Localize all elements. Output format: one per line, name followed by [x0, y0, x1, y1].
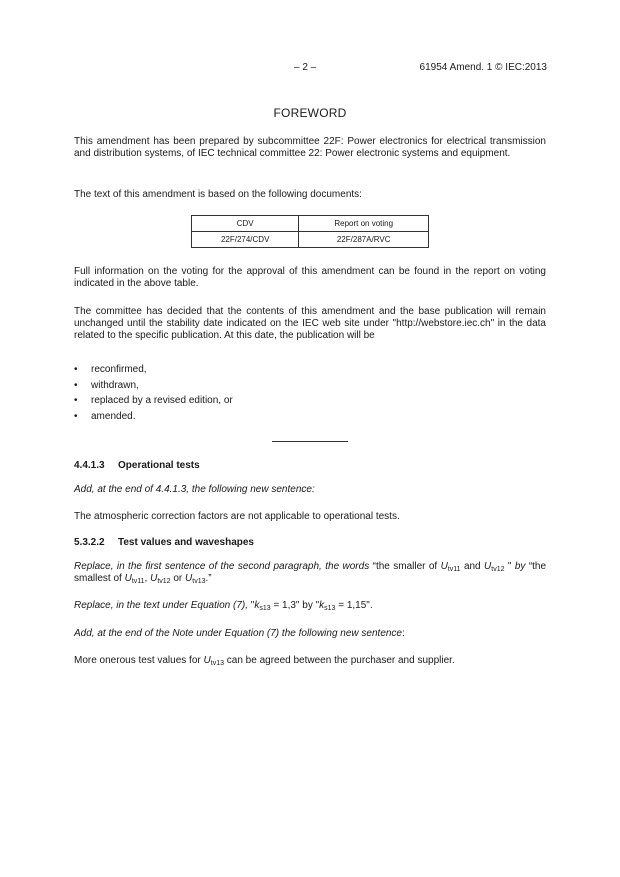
foreword-paragraph-3: Full information on the voting for the approval of this amendment can be found in the report on voting indicated in the above table.	[74, 266, 546, 289]
bullet-icon: •	[74, 379, 78, 391]
bullet-icon: •	[74, 410, 78, 422]
section-title: Operational tests	[118, 460, 200, 471]
table-cell-cdv: 22F/274/CDV	[192, 232, 299, 248]
page-number: – 2 –	[294, 62, 317, 73]
foreword-paragraph-4: The committee has decided that the contents of this amendment and the base publication will remain unchanged until the stability date indicated on the IEC web site under "http://webstore.iec.ch" in the data related to the specific publication. At this date, the publication will be	[74, 306, 546, 341]
voting-documents-table	[191, 215, 429, 248]
amendment-instruction-4413: Add, at the end of 4.4.1.3, the following new sentence:	[74, 484, 315, 495]
table-header-cdv: CDV	[192, 216, 299, 232]
table-header-row	[192, 216, 429, 232]
bullet-icon: •	[74, 364, 78, 375]
section-number: 5.3.2.2	[74, 537, 105, 548]
amendment-text-5322: More onerous test values for $U_{tv13}$ can be agreed between the purchaser and supplier.	[74, 655, 455, 667]
section-heading-5322	[74, 537, 254, 548]
amendment-instruction-5322-p1: Replace, in the first sentence of the second paragraph, the words “the smaller of $U_{tv11}$ and $U_{tv12}$ " by “the smallest of $U_{tv11}$, $U_{tv12}$ or $U_{tv13}$.”	[74, 561, 547, 585]
bullet-icon: •	[74, 395, 78, 406]
section-title: Test values and waveshapes	[118, 537, 254, 548]
section-divider	[272, 441, 348, 442]
section-number: 4.4.1.3	[74, 460, 105, 471]
table-row	[192, 232, 429, 248]
table-cell-rvc: 22F/287A/RVC	[299, 232, 429, 248]
table-header-report: Report on voting	[299, 216, 429, 232]
document-reference: 61954 Amend. 1 © IEC:2013	[419, 62, 547, 73]
list-item: • replaced by a revised edition, or	[74, 395, 233, 406]
foreword-paragraph-2: The text of this amendment is based on the following documents:	[74, 189, 362, 200]
amendment-instruction-5322-p3: Add, at the end of the Note under Equation (7) the following new sentence:	[74, 628, 405, 639]
foreword-paragraph-1: This amendment has been prepared by subcommittee 22F: Power electronics for electrical transmission and distribution systems, of IEC technical committee 22: Power electronic systems and equipment.	[74, 136, 546, 159]
amendment-text-4413: The atmospheric correction factors are not applicable to operational tests.	[74, 511, 400, 522]
list-item: • reconfirmed,	[74, 364, 147, 375]
list-item: • amended.	[74, 410, 136, 422]
section-heading-4413	[74, 460, 200, 471]
foreword-title: FOREWORD	[273, 106, 347, 120]
list-item: • withdrawn,	[74, 379, 139, 391]
publication-options-list	[74, 364, 233, 426]
amendment-instruction-5322-p2: Replace, in the text under Equation (7), "$k_{s13} = 1,3$" by "$k_{s13} = 1,15$".	[74, 600, 373, 612]
